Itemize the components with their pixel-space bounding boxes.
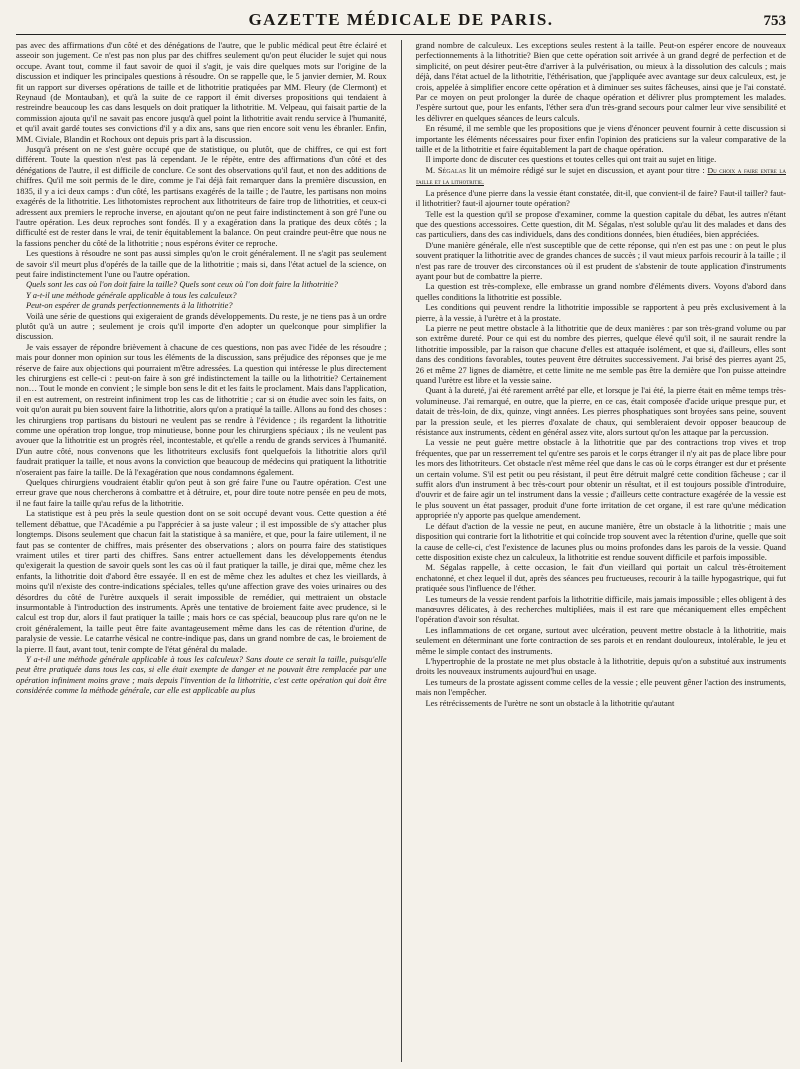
paragraph	[416, 165, 787, 188]
paragraph: Quelques chirurgiens voudraient établir qu'on peut à son gré faire l'une ou l'autre opération. C'est une erreur grave que nous chercherons à combattre et à détruire, et, pour dire toute notre pensée en peu de mots, il ne faut faire la taille qu'au refus de la lithotritie.	[16, 477, 387, 508]
paragraph-text: lit un mémoire rédigé sur le sujet en discussion, et ayant pour titre :	[466, 164, 708, 175]
paragraph: M. Ségalas rappelle, à cette occasion, le fait d'un vieillard qui portait un calcul très-étroitement enchatonné, et chez lequel il dut, après des séances peu fructueuses, recourir à la taille hypogastrique, qui fut pratiquée sous l'influence de l'éther.	[415, 562, 786, 594]
paragraph: Quels sont les cas où l'on doit faire la taille? Quels sont ceux où l'on doit faire la lithotritie?	[26, 279, 338, 290]
paragraph: L'hypertrophie de la prostate ne met plus obstacle à la lithotritie, depuis qu'on a substitué aux instruments droits les nouveaux instruments aujourd'hui en usage.	[415, 655, 786, 677]
left-column	[16, 40, 387, 1062]
paragraph: Les conditions qui peuvent rendre la lithotritie impossible se rapportent à peu près exclusivement à la pierre, à la vessie, à l'urètre et à la prostate.	[415, 302, 786, 323]
paragraph: Y a-t-il une méthode générale applicable à tous les calculeux? Sans doute ce serait la taille, puisqu'elle peut être pratiquée dans tous les cas, si elle était exempte de danger et ne pouvait être remplacée par une opération infiniment moins grave ; mais depuis l'invention de la lithotritie, c'est cette opération qui doit être considérée comme la méthode générale, car elle est applicable au plus	[16, 653, 387, 696]
paragraph: La présence d'une pierre dans la vessie étant constatée, dit-il, que convient-il de faire? Faut-il tailler? faut-il lithotritier? faut-il ajourner toute opération?	[415, 187, 786, 209]
paragraph: Voilà une série de questions qui exigeraient de grands développements. Du reste, je ne tiens pas à un ordre plutôt qu'à un autre ; seulement je crois qu'il importe d'en adopter un quelconque pour simplifier la discussion.	[16, 310, 387, 342]
paragraph: Les tumeurs de la vessie rendent parfois la lithotritie difficile, mais jamais impossible ; elles obligent à des manœuvres délicates, à des recherches multipliées, mais il est rare que mécaniquement elles empêchent l'opération d'avoir son résultat.	[415, 593, 786, 625]
paragraph: La pierre ne peut mettre obstacle à la lithotritie que de deux manières : par son très-grand volume ou par son extrême dureté. Pour ce qui est du nombre des pierres, quelque élevé qu'il soit, il ne saurait rendre la lithotritie impossible, par la raison que chacune d'elles est attaquée isolément, et que si, d'ailleurs, elles sont dans des conditions favorables, toutes peuvent être détruites successivement. J'ai brisé des pierres ayant 25, 26 et même 27 lignes de diamètre, et cette limite ne me semble pas être la dernière que l'on puisse atteindre quand l'urètre est libre et la vessie saine.	[415, 322, 786, 385]
text-columns	[16, 40, 786, 1062]
paragraph: Les rétrécissements de l'urètre ne sont un obstacle à la lithotritie qu'autant	[425, 697, 675, 708]
right-column	[416, 40, 787, 1062]
speaker-name: M. Ségalas	[425, 164, 467, 175]
paragraph: Je vais essayer de répondre brièvement à chacune de ces questions, non pas avec l'idée de les résoudre ; mais pour donner mon opinion sur tous les éléments de la discussion, sans préjudice des réponses que je me réserve de faire aux objections qui pourraient m'être adressées. La question qui intéresse le plus directement les chirurgiens est celle-ci : peut-on faire à son gré indistinctement la taille ou la lithotritie? Certainement non… Tout le monde en convient ; le simple bon sens le dit et les faits le proclament. Mais dans l'application, il en est autrement, on restreint infiniment trop les cas de lithotritie ; car si on étudie avec soin les faits, on voit qu'on aurait pu bien souvent faire la lithotritie, alors qu'on a pratiqué la taille. Allons au fond des choses : les chirurgiens trop partisans du bistouri ne veulent pas se rendre à l'évidence ; ils regardent la lithotritie comme une opération trop longue, trop minutieuse, bonne pour les chirurgiens spéciaux ; ils ne veulent pas avouer que la lithotritie est un progrès réel, incontestable, et qu'elle a rendu de grands services à l'humanité. D'un autre côté, nous convenons que les lithotriteurs exclusifs font quelquefois la lithotritie alors qu'il faudrait pratiquer la taille, et nous avons la conviction que beaucoup de médecins qui pratiquent la lithotritie n'oseraient pas faire la taille. De là l'exagération que nous condamnons également.	[16, 341, 387, 477]
paragraph: Les questions à résoudre ne sont pas aussi simples qu'on le croit généralement. Il ne s'agit pas seulement de savoir s'il meurt plus d'opérés de la taille que de la lithotritie ; mais si, dans l'état actuel de la science, on peut faire indistinctement l'une ou l'autre opération.	[16, 248, 387, 279]
paragraph: grand nombre de calculeux. Les exceptions seules restent à la taille. Peut-on espérer encore de nouveaux perfectionnements à la lithotritie? Bien que cette opération soit arrivée à un grand degré de perfection et de simplicité, on peut désirer peut-être d'arriver à la pulvérisation, ou mieux à la dissolution des calculs ; mais déjà, dans l'état actuel de la lithotritie, l'éthérisation, que j'appliquée avec avantage sur deux calculeux, est, je crois, appelée à simplifier encore cette opération et à diminuer ses suites fâcheuses, ainsi que je l'ai constaté. Par ce moyen on peut prolonger la durée de chaque opération et délivrer plus promptement les malades. J'espère surtout que, pour les enfants, l'éther sera d'un très-grand secours pour calmer leur vive sensibilité et les délivrer en quelques séances de leurs calculs.	[415, 40, 786, 123]
paragraph: Il importe donc de discuter ces questions et toutes celles qui ont trait au sujet en litige.	[425, 154, 717, 165]
paragraph: Telle est la question qu'il se propose d'examiner, comme la question capitale du débat, les autres n'étant que des questions accessoires. Cette question, dit M. Ségalas, n'est soluble qu'au lit des malades et dans des cas particuliers, dans des cas individuels, dans des conditions données, bien étudiées, bien appréciées.	[415, 208, 786, 240]
page-header	[16, 10, 786, 35]
paragraph: Le défaut d'action de la vessie ne peut, en aucune manière, être un obstacle à la lithotritie ; mais une disposition qui contrarie fort la lithotritie et qui coïncide trop souvent avec la rétention d'urine, quelle que soit la cause de celle-ci, c'est l'existence de lacunes plus ou moins profondes dans les parois de la vessie. Quand cette disposition existe chez un calculeux, la lithotritie est rendue souvent difficile et parfois impossible.	[415, 520, 786, 562]
paragraph: D'une manière générale, elle n'est susceptible que de cette réponse, qui n'en est pas une : on peut le plus souvent pratiquer la lithotritie avec de grandes chances de succès ; il vaut mieux parfois recourir à la taille ; il n'est pas rare de trouver des circonstances où il est prudent de s'abstenir de toute application d'instruments ayant pour but de combattre la pierre.	[415, 239, 786, 281]
paragraph: La question est très-complexe, elle embrasse un grand nombre d'éléments divers. Voyons d'abord dans quelles conditions la lithotritie est possible.	[415, 281, 786, 302]
paragraph: Y a-t-il une méthode générale applicable à tous les calculeux?	[26, 289, 237, 300]
column-divider	[401, 40, 402, 1062]
paragraph: En résumé, il me semble que les propositions que je viens d'énoncer peuvent fournir à cette discussion si importante les éléments nécessaires pour fixer enfin l'opinion des praticiens sur la valeur comparative de la taille et de la lithotritie et faire équitablement la part de chaque opération.	[415, 123, 786, 155]
paragraph: Peut-on espérer de grands perfectionnements à la lithotritie?	[26, 300, 233, 311]
paragraph: Les tumeurs de la prostate agissent comme celles de la vessie ; elle peuvent gêner l'action des instruments, mais non l'empêcher.	[415, 676, 786, 698]
page-number: 753	[763, 13, 786, 29]
paragraph: La statistique est à peu près la seule question dont on se soit occupé devant vous. Cette question a été tellement débattue, que l'Académie a pu l'apprécier à sa juste valeur ; il est impossible de s'y attacher plus longtemps. Disons seulement que chacun fait la statistique à sa manière, et que, pour la faire utilement, il ne faut pas se contenter de chiffres, mais présenter des observations ; alors on pourra faire des statistiques vraiment utiles et tirer parti des chiffres. Sans entrer actuellement dans les développements étendus qu'exigerait la question de savoir quels sont les cas où il faut pratiquer la taille, je dirai que, même chez les enfants, la lithotritie doit d'abord être essayée. Il en est de même chez les adultes et chez les vieillards, à moins qu'il n'existe des contre-indications spéciales, telles qu'une affection grave des voies urinaires ou des désordres du côté de l'urètre auxquels il serait impossible de remédier, qui mettraient un obstacle insurmontable à l'introduction des instruments. Après une tentative de broiement faite avec prudence, si le calcul est trop dur, alors il faut pratiquer la taille ; mais hors ce cas spécial, beaucoup plus rare qu'on ne le croit généralement, la taille peut être faite avantageusement même dans les cas de rétention d'urine, de paralysie de vessie. Le catarrhe vésical ne contre-indique pas, dans un grand nombre de cas, le broiement de la pierre. Il faut, avant tout, tenir compte de l'état général du malade.	[16, 508, 387, 654]
paragraph: pas avec des affirmations d'un côté et des dénégations de l'autre, que le public médical peut être éclairé et asseoir son jugement. Ce n'est pas non plus par des chiffres seulement qu'on peut élucider le sujet qui nous occupe. Avant tout, comme il faut savoir de quoi il s'agit, je vais dire quelques mots sur l'origine de la discussion et indiquer les principales questions à résoudre. On se rappelle que, le 5 janvier dernier, M. Roux fit un rapport sur diverses opérations de taille et de lithotritie pratiquées par MM. Fleury (de Clermont) et Reynaud (de Montauban), et qu'à la suite de ce rapport il émit diverses propositions qui tendaient à restreindre beaucoup les cas dans lesquels on doit pratiquer la lithotritie. M. Velpeau, qui faisait partie de la commission ajouta qu'il ne savait pas encore jusqu'à quel point la lithotritie avait rendu service à l'humanité, et qu'il avait gardé toutes ses convictions d'il y a dix ans, sans que rien encore soit venu les ébranler. Enfin, MM. Civiale, Blandin et Rochoux ont depuis pris part à la discussion.	[16, 40, 387, 144]
paragraph: Les inflammations de cet organe, surtout avec ulcération, peuvent mettre obstacle à la lithotritie, mais seulement en déterminant une forte contraction de ses parois et en rendant douloureux, intolérable, le jeu et même le simple contact des instruments.	[415, 624, 786, 656]
paragraph: Quant à la dureté, j'ai été rarement arrêté par elle, et lorsque je l'ai été, la pierre était en même temps très-volumineuse. J'ai remarqué, en outre, que la pierre, en ce cas, était composée d'acide urique presque pur, et datait de très-loin, de dix, quinze, vingt années. Les pierres phosphatiques sont broyées sans peine, souvent par la pression seule, et les pierres d'oxalate de chaux, qui sembleraient devoir opposer beaucoup de résistance aux instruments, cèdent en général assez vite, alors surtout qu'on les attaque par la percussion.	[415, 385, 786, 438]
paragraph: Jusqu'à présent on ne s'est guère occupé que de statistique, ou plutôt, que de chiffres, ce qui est fort différent. Toute la question n'est pas là cependant. Je le répète, entre des affirmations d'un côté et des dénégations de l'autre, il est difficile de conclure. Ce sont des observations qu'il faut, et non des additions de chiffres. Qu'il me soit permis de le dire, comme je l'ai déjà fait remarquer dans la première discussion, en 1835, il y a ici deux camps : d'un côté, les partisans exagérés de la taille ; de l'autre, les partisans non moins exagérés de la lithotritie. Les lithotomistes reprochent aux lithotriteurs de faire trop de lithotrities, et ceux-ci adressent aux premiers le reproche inverse, en ajoutant qu'on ne peut faire indistinctement à son gré l'une ou l'autre opération. Les deux reproches sont fondés. Il y a exagération dans la pratique des deux côtés ; la difficulté est de rester dans le vrai, de tenir équitablement la balance. On peut craindre peut-être que nous ne la fassions pencher du côté de la lithotritie ; nous espérons éviter ce reproche.	[16, 144, 387, 248]
paragraph: La vessie ne peut guère mettre obstacle à la lithotritie que par des contractions trop vives et trop fréquentes, que par un resserrement tel qu'entre ses parois et le corps étranger il n'y ait pas de place libre pour les mors des lithotriteurs. Cet obstacle n'est même réel que dans le cas où le corps étranger est dur et présente un certain volume. S'il est petit ou peu résistant, il peut être détruit malgré cette condition fâcheuse ; car il suffit alors d'un instrument à bec très-court pour obtenir un résultat, et il est toujours possible d'introduire, d'ouvrir et de faire agir un tel instrument dans la vessie ; d'ailleurs cette contracture exagérée de la vessie est le plus souvent un état passager, produit d'une forte irritation de cet organe, il est rare qu'une médication appropriée n'y apporte pas quelque amendement.	[415, 437, 786, 521]
memoir-title: Du choix a faire entre la taille et la lithotritie.	[415, 165, 786, 187]
journal-title: GAZETTE MÉDICALE DE PARIS.	[248, 10, 554, 29]
